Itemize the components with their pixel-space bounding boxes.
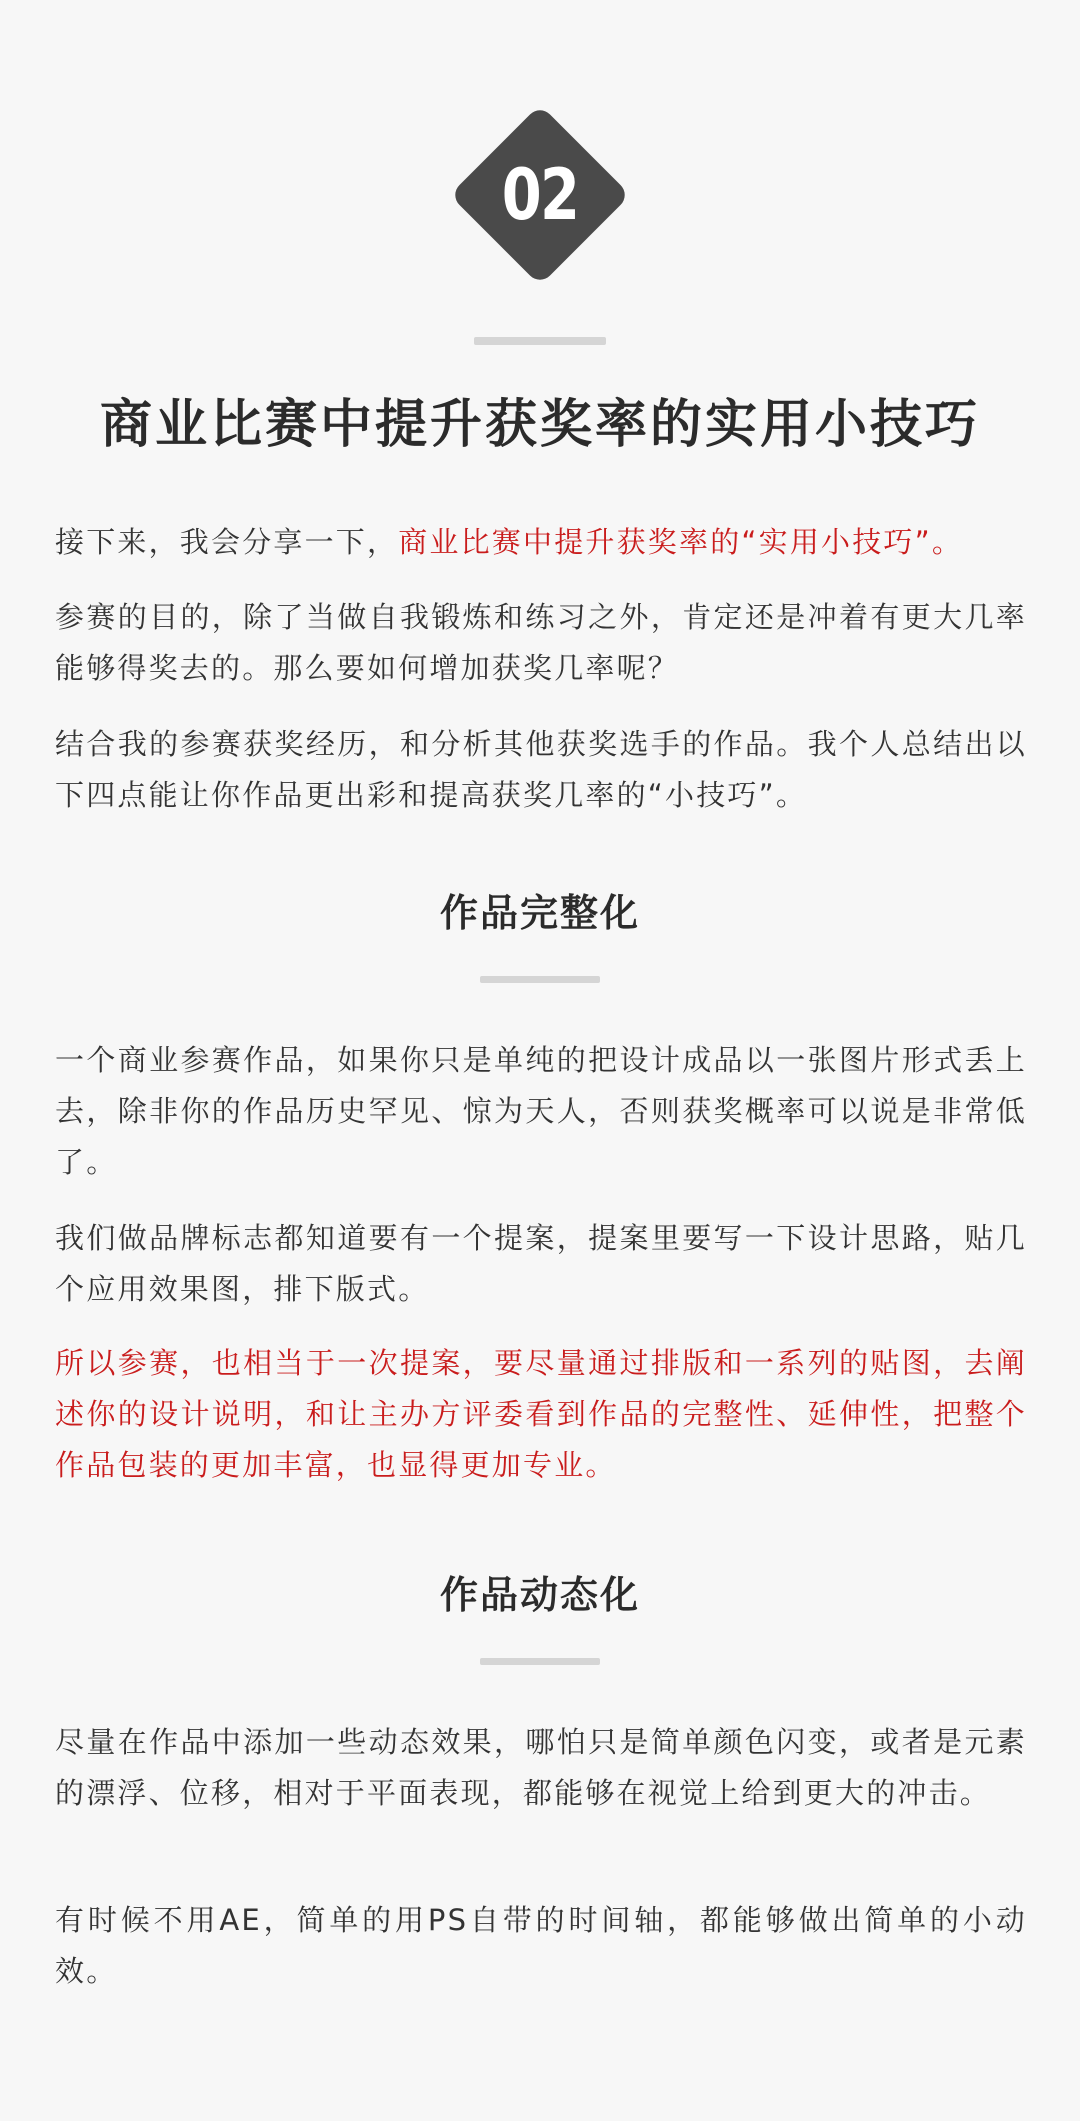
section1-highlight-paragraph: 所以参赛，也相当于一次提案，要尽量通过排版和一系列的贴图，去阐述你的设计说明，和让主办方评委看到作品的完整性、延伸性，把整个作品包装的更加丰富，也显得更加专业。 [55, 1346, 1027, 1482]
section1-paragraph-1: 一个商业参赛作品，如果你只是单纯的把设计成品以一张图片形式丢上去，除非你的作品历史罕见、惊为天人，否则获奖概率可以说是非常低了。 [55, 1043, 1027, 1179]
badge-number: 02 [501, 154, 579, 236]
section1-paragraph-2: 我们做品牌标志都知道要有一个提案，提案里要写一下设计思路，贴几个应用效果图，排下版式。 [55, 1221, 1027, 1306]
title-divider [474, 337, 606, 345]
intro-paragraph-1 [55, 517, 1027, 568]
intro-text: 接下来，我会分享一下， [55, 525, 399, 559]
page-title: 商业比赛中提升获奖率的实用小技巧 [99, 395, 980, 455]
intro-paragraph-3: 结合我的参赛获奖经历，和分析其他获奖选手的作品。我个人总结出以下四点能让你作品更出彩和提高获奖几率的“小技巧”。 [55, 727, 1027, 812]
intro-paragraph-2: 参赛的目的，除了当做自我锻炼和练习之外，肯定还是冲着有更大几率能够得奖去的。那么要如何增加获奖几率呢？ [55, 600, 1027, 685]
section-title-animation: 作品动态化 [439, 1573, 640, 1617]
section-divider-1 [480, 976, 600, 983]
intro-highlight: 商业比赛中提升获奖率的“实用小技巧”。 [398, 525, 964, 559]
section-number-badge [447, 102, 633, 288]
section2-paragraph-1: 尽量在作品中添加一些动态效果，哪怕只是简单颜色闪变，或者是元素的漂浮、位移，相对于平面表现，都能够在视觉上给到更大的冲击。 [55, 1725, 1027, 1810]
section2-paragraph-2: 有时候不用AE，简单的用PS自带的时间轴，都能够做出简单的小动效。 [55, 1903, 1027, 1988]
section-title-completeness: 作品完整化 [439, 891, 640, 935]
section-divider-2 [480, 1658, 600, 1665]
